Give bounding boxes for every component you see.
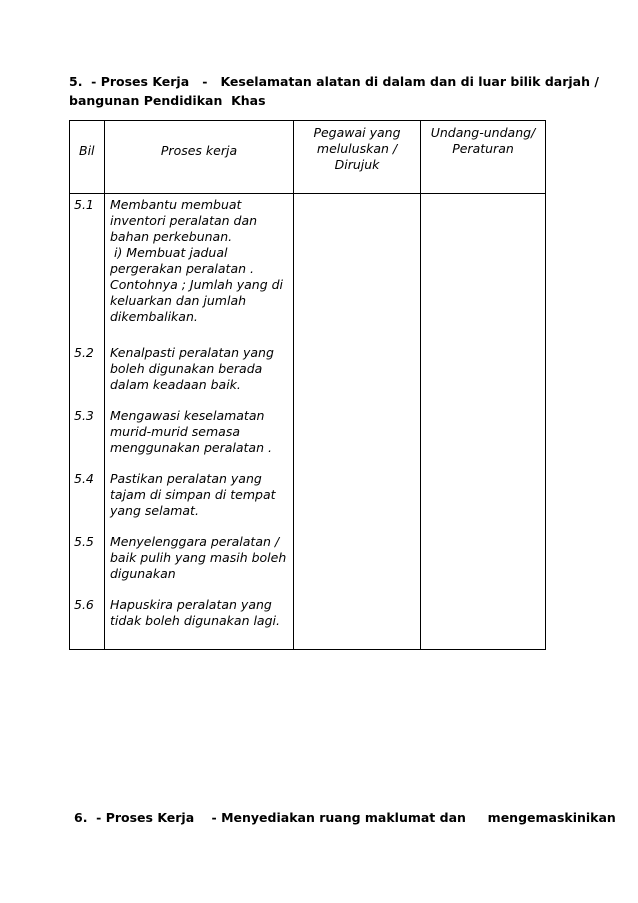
process-line: Mengawasi keselamatan bbox=[110, 408, 265, 423]
section-5-heading bbox=[69, 72, 599, 110]
row-number: 5.1 bbox=[74, 197, 94, 212]
process-line: i) Membuat jadual bbox=[110, 245, 228, 260]
process-line: Menyelenggara peralatan / bbox=[110, 534, 280, 549]
process-description bbox=[110, 534, 292, 582]
row-number: 5.3 bbox=[74, 408, 94, 423]
process-description bbox=[110, 408, 292, 456]
process-line: tajam di simpan di tempat bbox=[110, 487, 276, 502]
process-line: baik pulih yang masih boleh bbox=[110, 550, 287, 565]
header-bil: Bil bbox=[70, 121, 105, 194]
process-description bbox=[110, 197, 292, 325]
process-line: pergerakan peralatan . bbox=[110, 261, 254, 276]
section-5-heading-line-1: 5. - Proses Kerja - Keselamatan alatan di dalam dan di luar bilik darjah / bbox=[69, 74, 599, 89]
process-line: boleh digunakan berada bbox=[110, 361, 263, 376]
process-line: Contohnya ; Jumlah yang di bbox=[110, 277, 284, 292]
header-undang-undang: Undang-undang/ Peraturan bbox=[421, 121, 546, 194]
header-proses-kerja: Proses kerja bbox=[105, 121, 294, 194]
process-description bbox=[110, 597, 292, 629]
process-line: digunakan bbox=[110, 566, 176, 581]
process-line: murid-murid semasa bbox=[110, 424, 240, 439]
row-number: 5.4 bbox=[74, 471, 94, 486]
process-line: dikembalikan. bbox=[110, 309, 198, 324]
process-line: Kenalpasti peralatan yang bbox=[110, 345, 274, 360]
process-line: keluarkan dan jumlah bbox=[110, 293, 247, 308]
process-description bbox=[110, 471, 292, 519]
row-number: 5.6 bbox=[74, 597, 94, 612]
process-line: Pastikan peralatan yang bbox=[110, 471, 262, 486]
undang-column bbox=[421, 194, 546, 650]
pegawai-column bbox=[294, 194, 421, 650]
process-line: Membantu membuat bbox=[110, 197, 242, 212]
header-pegawai: Pegawai yang meluluskan / Dirujuk bbox=[294, 121, 421, 194]
bil-column bbox=[70, 194, 105, 650]
section-6-heading: 6. - Proses Kerja - Menyediakan ruang maklumat dan mengemaskinikan bbox=[74, 810, 616, 825]
table-body-row bbox=[70, 194, 546, 650]
process-description bbox=[110, 345, 292, 393]
row-number: 5.2 bbox=[74, 345, 94, 360]
proses-column bbox=[105, 194, 294, 650]
process-line: yang selamat. bbox=[110, 503, 199, 518]
table-header-row bbox=[70, 121, 546, 194]
work-process-table bbox=[69, 120, 546, 650]
section-5-heading-line-2: bangunan Pendidikan Khas bbox=[69, 93, 266, 108]
process-line: tidak boleh digunakan lagi. bbox=[110, 613, 280, 628]
process-line: bahan perkebunan. bbox=[110, 229, 233, 244]
process-line: Hapuskira peralatan yang bbox=[110, 597, 272, 612]
process-line: inventori peralatan dan bbox=[110, 213, 258, 228]
process-line: menggunakan peralatan . bbox=[110, 440, 272, 455]
process-line: dalam keadaan baik. bbox=[110, 377, 241, 392]
row-number: 5.5 bbox=[74, 534, 94, 549]
